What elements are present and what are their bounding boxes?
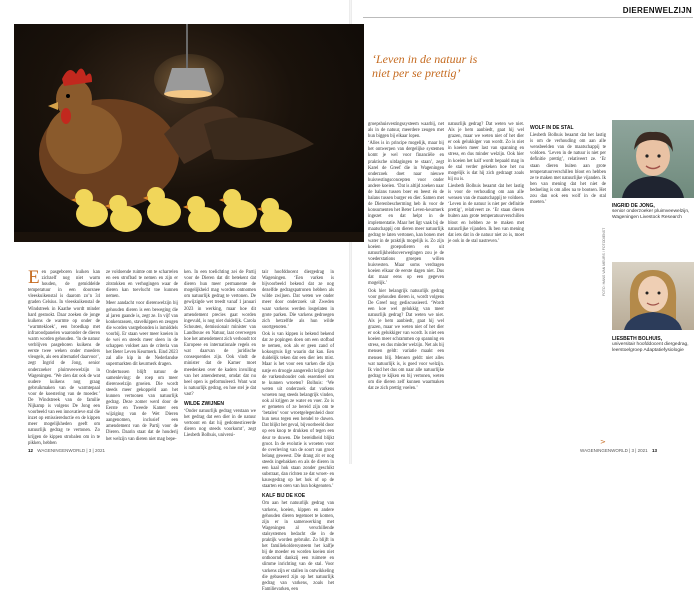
paragraph: Ook is van kippen is bekend bekend dat ze popingen doen om een stofbad te nemen, ook als er geen zand of kokosgruis ligt waarin dat kan. Een duidelijk teken dat een dier iets mist. Maar is het voor een varken die zijn natje en droogje aangereikt krijgt door de varkenshouder ook essentieel om te kunnen wroeten? Bolhuis: ‘We weten uit onderzoek dat varkens wroeten nog steeds belangrijk vinden, ook al krijgen ze water en voer. Zo is er gemeten of ze bereid zijn om te ‘betalen’ voor wroetgelegenheid door hun neus tegen een hendel te duwen. Dat blijkt het geval, bijvoorbeeld door op een knop te drukken of tegen een deur te duwen. Die bereidheid blijkt groot. In de evolutie is wroeten voor de overleving van de soort van groot belang geweest. Die drang zit er nog steeds ingebakken en als de dieren in een kaal hok staan zonder geschikt substraat, dan richten ze dat wroet- en kauwgedrag op het hok of op de staarten en oren van hun hokgenoten.’ (262, 331, 334, 490)
paragraph: Meer aandacht voor dierenwelzijn bij gehouden dieren is een beweging die al jaren gaande is, zegt ze. In vijf van konkenrassen, stavelkippen en zeugen die worden vastgebonden is inmiddels voorbij. Er staan weer meer koeien in de wei en steeds meer sleen in de schappen voldoet aan de criteria van het Beter Leven Keurmerk. Eind 2023 zal alle kip in de Nederlandse supermarkten dit keurmerk dragen. (106, 301, 178, 368)
body-column-2 (106, 270, 178, 442)
paragraph: ken. In een toelichting zei de Partij voor de Dieren dat dit betekent dat dieren hun meer permanente de mogelijkheid mag worden ontnomen om natuurlijk gedrag te vertonen. De gewijzigde wet treedt vanaf 1 januari 2023 in werking, maar hoe dit amendement precies gaat worden ingevuld, is nog niet duidelijk. Carola Schouten, demissionair minister van Landbouw en Natuur, laat overwegen hoe het amendement zich verhoudt tot Europese en internationale regels en wat daarvan de juridische consequenties zijn. Ook vindt de minister dat de Kamer moet meedenken over de kaders invulling van het amendement, omdat dat nu heel open is geformuleerd. Want wat is natuurlijk gedrag, en hoe stel je dat vast? (184, 270, 256, 397)
footer-right (580, 448, 657, 453)
portrait-ingrid-de-jong (612, 120, 694, 198)
person-name: LIESBETH BOLHUIS, (612, 336, 663, 342)
continue-arrow-icon: > (600, 438, 606, 446)
hen-and-chicks-illustration (14, 24, 364, 242)
drop-cap: E (28, 267, 40, 288)
paragraph: Liesbeth Bolhuis beaamt dat het lastig is om de verhouding om aan alle wensbeelden van de maatschappij te voldoen. ‘Leven in de natuur is niet per definitie prettig’, relativeert ze. ‘Er staan dieren buiten aan grote temperatuurverschillen bloot en hebben ze te maken met natuurlijke vijanden. Ik ben van mening dat het niet de bedoeling is om alles na te bootsen. Het zou dan ook een wolf in de stal moeten.’ (530, 133, 606, 206)
paragraph: Ook hier belangrijk natuurlijk gedrag voor gehouden dieren is, wordt volgens De Greef nog gediscussieerd. ‘Wordt een koe wel gelukkig van meer natuurlijk gedrag? Dat weten we niet. Als je hem aanbiedt, gaat hij wel grazen, maar we weten niet of het dier er ook gelukkiger van wordt. Is niet een koeien meer schrammen op spanning en stress, en dus minder welzijn. Net als bij mensen geldt: variatie maakt een mensen blij. Mensen geldt: niet alles wat natuurlijk is, is goed voor welzijn. Ik vind het dus om naar alle natuurlijke gedrag te kijken en bij vertonen, weten om die dieren zelf kunnen waarmaken dat ze zich prettig voelen.’ (368, 288, 444, 392)
paragraph: Om aan het natuurlijk gedrag van varkens, koeien, kippen en andere gehouden dieren tegemoet te komen, zijn er in samenwerking met Wageningen al verschillende stalsystemen bedacht die in de praktijk worden gebruikt. Zo blijft in het familiekoldersysteem het kalfje bij de moeder en worden koeien niet onthoornd dankzij een ruimere en slimme inrichting van de stal. Voor varkens zijn er stallen in ontwikkeling die gebaseerd zijn op het natuurlijk gedrag van varkens, zoals het Familievarken, een (262, 501, 334, 592)
section-tag: DIERENWELZIJN (622, 6, 692, 15)
body-column-1 (28, 267, 100, 446)
portrait-liesbeth-bolhuis (612, 262, 694, 330)
comb-icon (62, 68, 92, 86)
pull-quote: ‘Leven in de natuur is niet per se prettig’ (372, 52, 478, 80)
section-rule (363, 17, 693, 18)
paragraph: groepshuisvestingssysteem waarbij, net als in de natuur, meerdere zeugen met hun biggen bij elkaar lopen. (368, 122, 444, 140)
footer-left (28, 448, 105, 453)
person-icon (612, 262, 694, 330)
article-photo (14, 24, 364, 242)
publication-info: WAGENINGENWORLD | 3 | 2021 (580, 448, 648, 453)
subheading: WOLF IN DE STAL (530, 125, 574, 131)
paragraph: ‘Alles is in principe mogelijk, maar bij het ontwerpen van dergelijke systemen komt je wel voor financiële en praktische uitdagingen te staan’, zegt Karel de Greef die in Wageningen onderzoek doet naar nieuwe huisvestingsconcepten voor onder andere koeien. ‘Dat is altijd zoeken naar de balans tussen boer en beest én de balans tussen burger en dier. Samen met de Dierenbescherming heb ik voor de konsumenten het Beter Leven-keurmerk ingezet en dat helpt in de implementatie. Maar het ligt vaak bij de maatschappij om dieren meer natuurlijk gedrag te laten vertonen, kan bonen met water in de praktijk mogelijk is. Zo zijn koeien groepsdieren en uit natuurlijkheidsoverwegingen zou je de voederstations groepen willen huisvesten. Maar soms verdragen koeien elkaar de eerste dagen niet. Dus dat maar eens op een gegeven mogelijk.’ (368, 141, 444, 287)
subheading: KALF BIJ DE KOE (262, 493, 306, 500)
page-number: 12 (28, 448, 34, 453)
publication-info: WAGENINGENWORLD | 3 | 2021 (37, 448, 105, 453)
photo-credit: FOTO: HANS VAN MEURS / FOTODIENST (602, 227, 606, 296)
person-name: INGRID DE JONG, (612, 203, 655, 209)
person-role: senior onderzoeker pluimveewelzijn, Wageningen Livestock Research (612, 209, 690, 220)
paragraph: Ondertussen blijft natuur de samenleving: de roep om meer dierenwelzijn groeien. Die wordt steeds meer gekoppeld aan het kunnen vertoonen van natuurlijk gedrag. Deze zomer werd door de Eerste en Tweede Kamer een wijziging van de Wet Dieren aangenomen, inclusief een amendement van de Partij voor de Dieren. Daarin staat dat de houderij het welzijn van dieren niet mag bepe- (106, 369, 178, 442)
body-column-5 (368, 122, 444, 434)
body-column-4 (262, 270, 334, 592)
subheading: WILDE ZWIJNEN (184, 400, 224, 407)
paragraph: ‘Onder natuurlijk gedrag verstaan we het gedrag dat een dier in de natuur vertoont en dat hij gedomesticeerde dieren nog steeds voorkomt’, zegt Liesbeth Bolhuis, universi- (184, 409, 256, 439)
body-column-7 (530, 122, 606, 434)
body-column-3 (184, 270, 256, 439)
page-number: 13 (651, 448, 657, 453)
paragraph: tair hoofddocent diergedrag in Wageningen. ‘Een varken is bijvoorbeeld bekend dat ze nog dezelfde gedragspatronen hebben als wilde zwijnen. Dat weten we onder meer door onderzoek uit Zweden waar varkens werden losgelaten in grote parken. Die varkens gedroegen zich hetzelfde als hun wilde soortgenoten.’ (262, 270, 334, 330)
person-icon (612, 120, 694, 198)
body-column-6 (448, 122, 524, 434)
paragraph: ze voldoende ruimte om te scharrelen en een strofbad te nemen en zijn er zitstokken en verhogingen waar de dieren kan toevlucht toe kunnen nemen. (106, 270, 178, 300)
intro-paragraph (28, 267, 100, 447)
portrait-caption-1 (612, 203, 696, 221)
portrait-caption-2 (612, 336, 696, 354)
paragraph: Liesbeth Bolhuis beaamt dat het lastig is voor de verhouding om aan alle wensen van de maatschappij te voldoen. ‘Leven in de natuur is niet per definitie prettig’, relativeert ze. ‘Er staan dieren buiten aan grote temperatuurverschillen bloot en hebben ze te maken met natuurlijke vijanden. Ik ben van mening dat iets dat in de natuur niet zo is, moet je ook in de stal nastreven.’ (448, 183, 524, 244)
person-role: universitair hoofddocent diergedrag, leerstoelgroep Adaptatiefysiologie (612, 342, 689, 353)
paragraph: natuurlijk gedrag? Dat weten we niet. Als je hem aanbiedt, gaat hij wel grazen, maar we weten niet of het dier er ook gelukkiger van wordt. Zo is niet in koeien meer last van spanning en stress, en dus minder welzijn. Ook hier in koeien het kalf wordt bepaald mag in de stal verder gekeken hoe het nu mogelijk is dat hij zich gedraagt zoals hij nu is. (448, 122, 524, 182)
paragraph-text: en pasgeboren kuiken kan zichzelf nog niet warm houden, de gemiddelde temperatuur in een doorsnee vleeskuikenstal is daarom zo’n 34 graden Celsius. In vleeskuikenstal de Windstreek in Kaathe wordt minder hard gestookt. Daar zoeken de jonge kuikens de warmte op onder de ‘warmtekloek’, een broedkap met infraroodpanelen waaronder de dieren warm worden gehouden. ‘In de natuur verblijven pasgeboren kuikens de eerste twee weken onder moeders vleugels, als een alternatief daarvoor’, zegt Ingrid de Jong, senior onderzoeker pluimveewelzijn in Wageningen. ‘We zien dat ook de wat oudere kuikens nog graag gebruikmaken van de warmtepaal voor de koestering van de moeder.’ De Windstreek van de familie Nijkamp is volgens De Jong een voorbeeld van een innovatieve stal die inzet op emissiereductie en de kippen meer mogelijkheden geeft om natuurlijk gedrag te vertonen. Zo krijgen de kippen strobalen om in te pikken, hebben (28, 270, 100, 446)
